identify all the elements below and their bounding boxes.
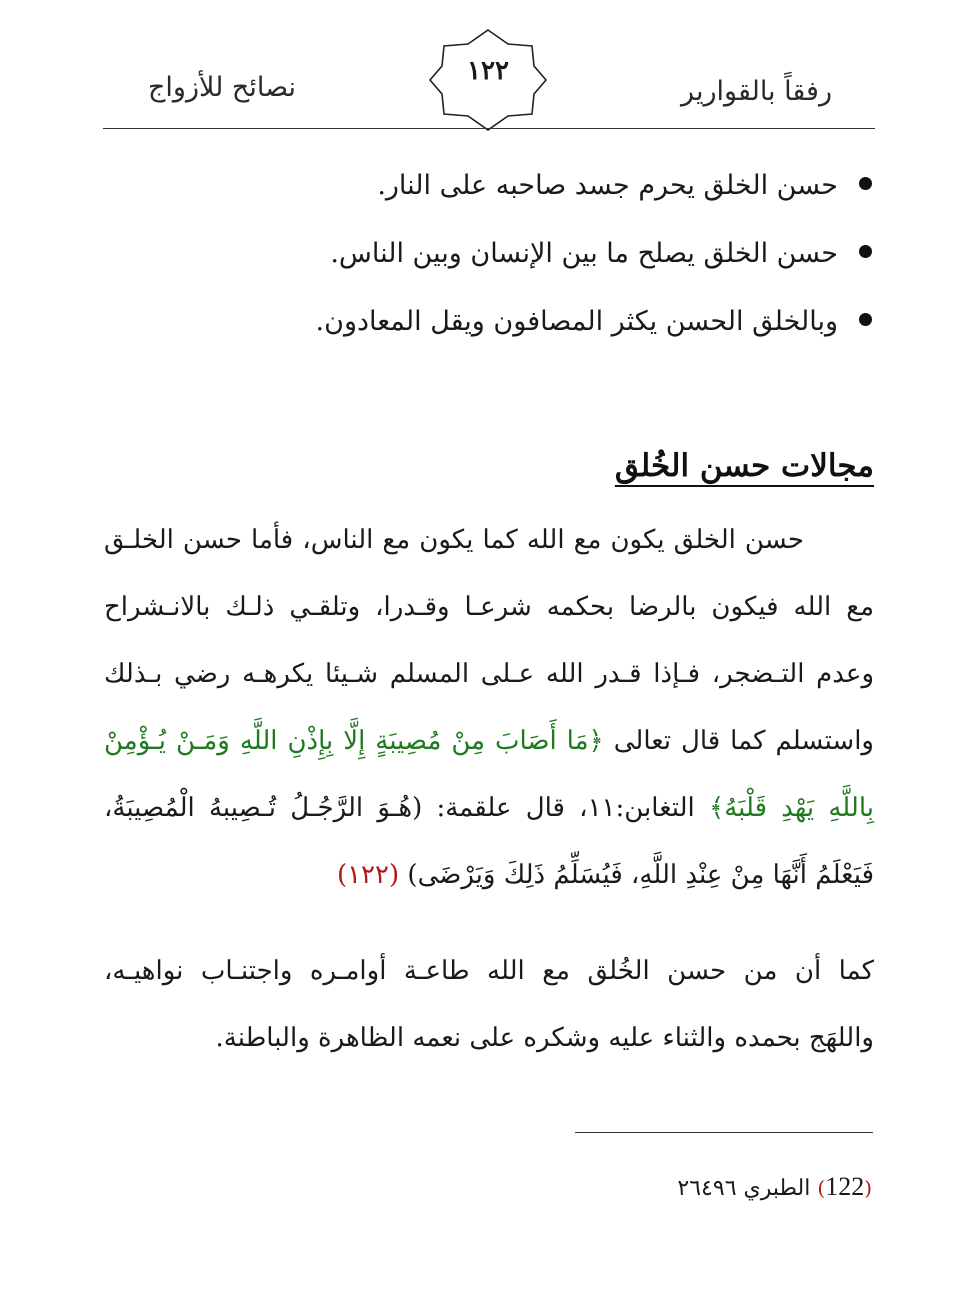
- bullet-icon: [859, 313, 872, 326]
- footnote-bracket: (: [864, 1176, 872, 1200]
- bullet-icon: [859, 245, 872, 258]
- page-number-badge: [428, 26, 548, 134]
- paragraph-line-text: كما أن من حسن الخُلق مع الله طاعـة أوامـره واجتنـاب نواهيـه،: [104, 956, 874, 986]
- paragraph-line: [104, 507, 874, 574]
- bullet-list: [238, 160, 838, 364]
- paragraph-line-text: واستسلم كما قال تعالى: [603, 726, 874, 756]
- paragraph-line: [104, 842, 874, 909]
- paragraph-line-text: فَيَعْلَمُ أَنَّهَا مِنْ عِنْدِ اللَّهِ، فَيُسَلِّمُ ذَلِكَ وَيَرْضَى): [399, 860, 874, 890]
- list-item-text: وبالخلق الحسن يكثر المصافون ويقل المعادون.: [315, 306, 838, 337]
- quran-verse: ﴿مَا أَصَابَ مِنْ مُصِيبَةٍ إِلَّا بِإِذْنِ اللَّهِ وَمَـنْ يُـؤْمِنْ: [104, 726, 604, 756]
- header-divider: [103, 128, 875, 129]
- paragraph-line-text: حسن الخلق يكون مع الله كما يكون مع الناس، فأما حسن الخلـق: [104, 525, 804, 555]
- list-item-text: حسن الخلق يصلح ما بين الإنسان وبين الناس.: [330, 238, 838, 269]
- footnote-divider: [575, 1132, 873, 1133]
- paragraph-line: [104, 708, 874, 775]
- paragraph-line-text: التغابن:١١، قال علقمة: (هُـوَ الرَّجُـلُ تُـصِيبهُ الْمُصِيبَةُ،: [104, 793, 709, 823]
- header-book-title-right: رفقاً بالقوارير: [681, 76, 832, 107]
- paragraph-line: مع الله فيكون بالرضا بحكمه شرعـا وقـدرا، وتلقـي ذلـك بالانـشراح: [104, 592, 874, 622]
- header-book-title-left: نصائح للأزواج: [148, 72, 297, 103]
- list-item: [238, 296, 838, 364]
- paragraph-line: وعدم التـضجر، فـإذا قـدر الله عـلى المسلم شـيئا يكرهـه رضي بـذلك: [104, 659, 874, 689]
- list-item: [238, 160, 838, 228]
- paragraph-line: واللهَج بحمده والثناء عليه وشكره على نعمه الظاهرة والباطنة.: [215, 1023, 874, 1053]
- list-item-text: حسن الخلق يحرم جسد صاحبه على النار.: [377, 170, 838, 201]
- paragraph-line: [104, 775, 874, 842]
- body-paragraph: [104, 507, 874, 909]
- bullet-icon: [859, 177, 872, 190]
- page-number: ١٢٢: [467, 56, 509, 86]
- paragraph-line: [104, 938, 874, 1005]
- section-heading: مجالات حسن الخُلق: [614, 448, 874, 484]
- footnote-number: 122: [825, 1172, 865, 1201]
- footnote-reference[interactable]: (١٢٢): [336, 860, 400, 890]
- body-paragraph: [104, 938, 874, 1072]
- footnote: [677, 1172, 872, 1202]
- footnote-bracket: ): [817, 1176, 826, 1200]
- footnote-text: الطبري ٢٦٤٩٦: [677, 1176, 818, 1201]
- list-item: [238, 228, 838, 296]
- quran-verse: بِاللَّهِ يَهْدِ قَلْبَهُ﴾: [708, 793, 874, 823]
